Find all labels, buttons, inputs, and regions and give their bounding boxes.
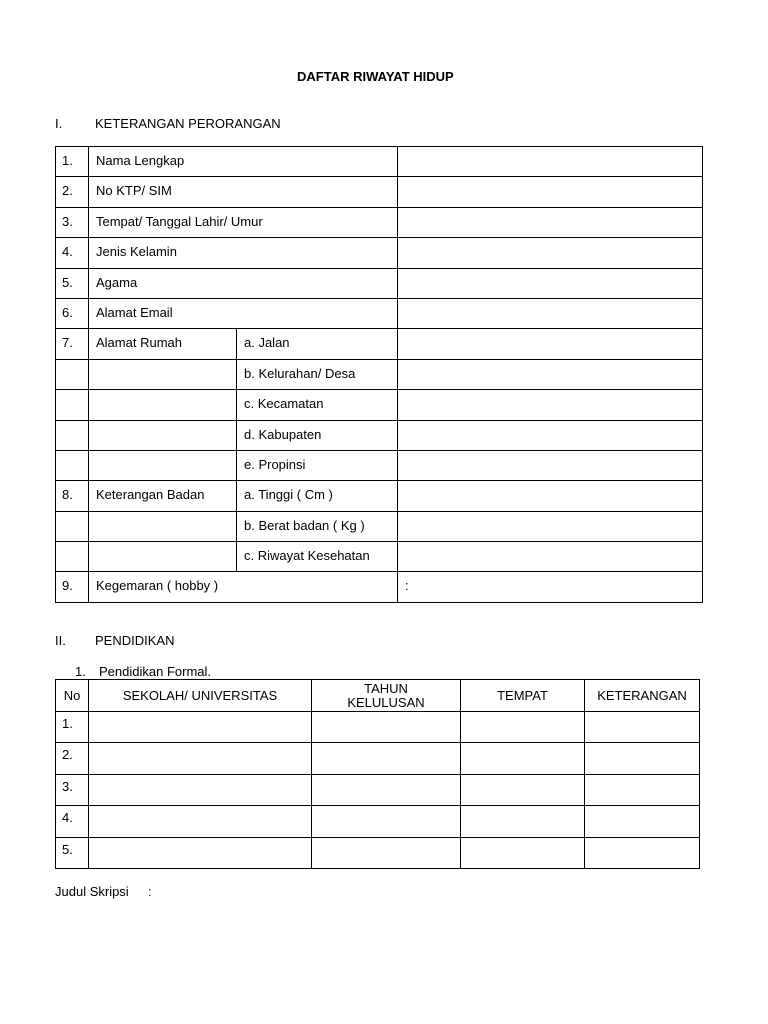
field-label: Agama [89, 268, 398, 298]
empty-cell [89, 420, 237, 450]
table-row [56, 712, 700, 743]
notes-cell[interactable] [585, 806, 700, 837]
row-number: 1. [56, 147, 89, 177]
address-subfield-label: d. Kabupaten [237, 420, 398, 450]
section-1-heading: KETERANGAN PERORANGAN [95, 116, 281, 131]
empty-cell [56, 511, 89, 541]
row-number: 3. [56, 207, 89, 237]
id-number-value-cell[interactable] [398, 177, 703, 207]
body-subfield-label: b. Berat badan ( Kg ) [237, 511, 398, 541]
section-1-number: I. [55, 116, 63, 131]
row-number: 7. [56, 329, 89, 359]
table-row [56, 774, 700, 805]
street-value-cell[interactable] [398, 329, 703, 359]
address-subfield-label: b. Kelurahan/ Desa [237, 359, 398, 389]
address-subfield-label: e. Propinsi [237, 450, 398, 480]
field-label: Tempat/ Tanggal Lahir/ Umur [89, 207, 398, 237]
table-row [56, 147, 703, 177]
row-number: 2. [56, 743, 89, 774]
table-header-row [56, 680, 700, 712]
table-row [56, 481, 703, 511]
place-cell[interactable] [461, 712, 585, 743]
empty-cell [56, 359, 89, 389]
section-2-number: II. [55, 633, 66, 648]
row-number: 3. [56, 774, 89, 805]
empty-cell [89, 450, 237, 480]
school-cell[interactable] [89, 712, 312, 743]
table-row [56, 420, 703, 450]
notes-cell[interactable] [585, 712, 700, 743]
table-row [56, 572, 703, 602]
column-header-no: No [56, 680, 89, 712]
empty-cell [56, 420, 89, 450]
empty-cell [89, 359, 237, 389]
religion-value-cell[interactable] [398, 268, 703, 298]
district-value-cell[interactable] [398, 390, 703, 420]
height-value-cell[interactable] [398, 481, 703, 511]
empty-cell [56, 542, 89, 572]
table-row [56, 450, 703, 480]
section-2-heading: PENDIDIKAN [95, 633, 175, 648]
row-number: 5. [56, 837, 89, 868]
field-label: No KTP/ SIM [89, 177, 398, 207]
address-subfield-label: c. Kecamatan [237, 390, 398, 420]
subsection-heading: Pendidikan Formal. [99, 664, 211, 679]
column-header-notes: KETERANGAN [585, 680, 700, 712]
row-number: 9. [56, 572, 89, 602]
table-row [56, 511, 703, 541]
education-table [55, 679, 700, 869]
field-label: Alamat Rumah [89, 329, 237, 359]
school-cell[interactable] [89, 806, 312, 837]
province-value-cell[interactable] [398, 450, 703, 480]
notes-cell[interactable] [585, 837, 700, 868]
address-subfield-label: a. Jalan [237, 329, 398, 359]
body-subfield-label: a. Tinggi ( Cm ) [237, 481, 398, 511]
empty-cell [56, 450, 89, 480]
school-cell[interactable] [89, 743, 312, 774]
personal-info-table [55, 146, 703, 603]
table-row [56, 837, 700, 868]
notes-cell[interactable] [585, 743, 700, 774]
row-number: 2. [56, 177, 89, 207]
birth-info-value-cell[interactable] [398, 207, 703, 237]
year-cell[interactable] [312, 743, 461, 774]
school-cell[interactable] [89, 837, 312, 868]
year-cell[interactable] [312, 774, 461, 805]
field-label: Alamat Email [89, 298, 398, 328]
school-cell[interactable] [89, 774, 312, 805]
gender-value-cell[interactable] [398, 238, 703, 268]
field-label: Kegemaran ( hobby ) [89, 572, 398, 602]
thesis-title-colon[interactable]: : [148, 884, 152, 899]
row-number: 8. [56, 481, 89, 511]
place-cell[interactable] [461, 743, 585, 774]
table-row [56, 329, 703, 359]
health-history-value-cell[interactable] [398, 542, 703, 572]
column-header-graduation-year [312, 680, 461, 712]
table-row [56, 238, 703, 268]
village-value-cell[interactable] [398, 359, 703, 389]
empty-cell [89, 511, 237, 541]
regency-value-cell[interactable] [398, 420, 703, 450]
body-subfield-label: c. Riwayat Kesehatan [237, 542, 398, 572]
table-row [56, 177, 703, 207]
row-number: 6. [56, 298, 89, 328]
row-number: 1. [56, 712, 89, 743]
hobby-value-cell[interactable]: : [398, 572, 703, 602]
notes-cell[interactable] [585, 774, 700, 805]
row-number: 4. [56, 806, 89, 837]
table-row [56, 359, 703, 389]
empty-cell [89, 390, 237, 420]
empty-cell [56, 390, 89, 420]
empty-cell [89, 542, 237, 572]
weight-value-cell[interactable] [398, 511, 703, 541]
year-cell[interactable] [312, 837, 461, 868]
header-line: KELULUSAN [347, 694, 425, 710]
name-value-cell[interactable] [398, 147, 703, 177]
thesis-title-label: Judul Skripsi [55, 884, 129, 899]
subsection-number: 1. [75, 664, 86, 679]
field-label: Keterangan Badan [89, 481, 237, 511]
table-row [56, 298, 703, 328]
header-line: TAHUN [364, 680, 408, 696]
field-label: Jenis Kelamin [89, 238, 398, 268]
place-cell[interactable] [461, 837, 585, 868]
table-row [56, 268, 703, 298]
column-header-school: SEKOLAH/ UNIVERSITAS [89, 680, 312, 712]
row-number: 4. [56, 238, 89, 268]
table-row [56, 806, 700, 837]
place-cell[interactable] [461, 806, 585, 837]
year-cell[interactable] [312, 712, 461, 743]
table-row [56, 743, 700, 774]
table-row [56, 207, 703, 237]
field-label: Nama Lengkap [89, 147, 398, 177]
page-title: DAFTAR RIWAYAT HIDUP [297, 69, 454, 84]
table-row [56, 390, 703, 420]
place-cell[interactable] [461, 774, 585, 805]
column-header-place: TEMPAT [461, 680, 585, 712]
row-number: 5. [56, 268, 89, 298]
year-cell[interactable] [312, 806, 461, 837]
email-value-cell[interactable] [398, 298, 703, 328]
table-row [56, 542, 703, 572]
